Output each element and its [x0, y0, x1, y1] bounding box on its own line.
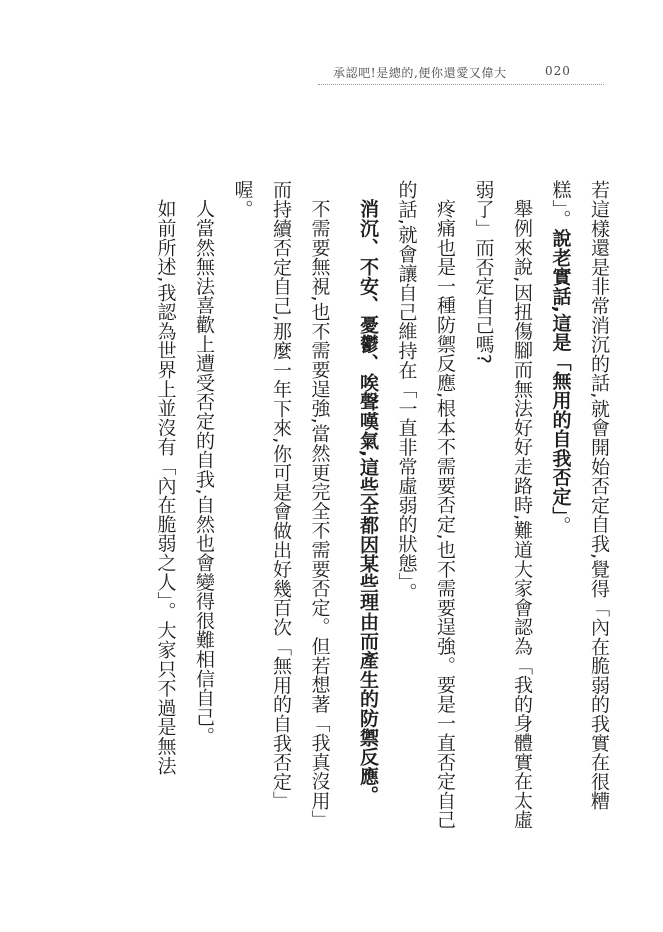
header-divider	[318, 84, 604, 85]
text-run: 人當然無法喜歡上遭受否定的自我,自然也會變得很難相信自己。	[193, 199, 215, 746]
emphasis-run: 說老實話,這是「無用的自我否定」	[549, 228, 572, 516]
paragraph-1	[541, 180, 618, 845]
text-run: 如前所述,我認為世界上並沒有「內在脆弱之人」。大家只不過是無法	[154, 199, 177, 775]
paragraph-7	[146, 180, 185, 845]
paragraph-2	[464, 180, 541, 845]
paragraph-6	[185, 180, 224, 845]
vertical-body-text	[146, 180, 618, 845]
text-run: 消沉、不安、憂鬱、唉聲嘆氣,這些全都因某些理由而產生的防禦反應。	[357, 199, 379, 805]
paragraph-3	[387, 180, 464, 845]
text-run: 若這樣還是非常消沉的話,就會開始否定自我,覺得「內在脆弱的我實在很糟糕」。	[549, 180, 610, 811]
text-run: 。	[549, 515, 572, 536]
paragraph-4-emphasis	[349, 180, 388, 845]
text-run: 疼痛也是一種防禦反應,根本不需要否定,也不需要逞強。要是一直否定自己的話,就會讓自己維持在「一直非常虛弱的狀態」。	[395, 180, 456, 830]
chapter-title: 承認吧!是總的,便你還愛又偉大	[333, 66, 507, 80]
text-run: 不需要無視,也不需要逞強,當然更完全不需要否定。但若想著「我真沒用」而持續否定自己,那麼一年下來,你可是會做出好幾百次「無用的自我否定」喔。	[231, 180, 331, 830]
running-header	[300, 64, 600, 84]
page-number: 020	[545, 64, 571, 78]
paragraph-5	[223, 180, 339, 845]
text-run: 舉例來說,因扭傷腳而無法好好走路時,難道大家會認為「我的身體實在太虛弱了」而否定自己嗎?	[472, 180, 533, 830]
